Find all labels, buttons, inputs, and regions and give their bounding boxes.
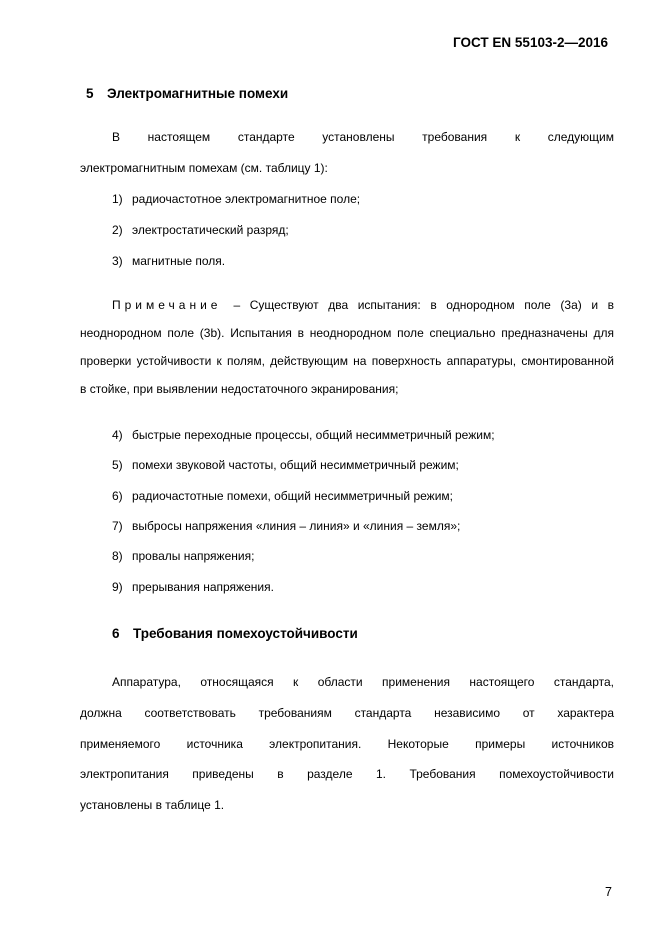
section-6-para-line-2: должна соответствовать требованиям стандарта независимо от характера bbox=[80, 706, 614, 720]
section-6-para-line-1: Аппаратура, относящаяся к области применения настоящего стандарта, bbox=[112, 675, 614, 689]
list-item: 1) радиочастотное электромагнитное поле; bbox=[112, 192, 361, 206]
page-number: 7 bbox=[605, 885, 612, 899]
section-5-intro-line-2: электромагнитным помехам (см. таблицу 1): bbox=[80, 161, 328, 175]
list-item: 6) радиочастотные помехи, общий несимметричный режим; bbox=[112, 489, 453, 503]
note-line-4: в стойке, при выявлении недостаточного экранирования; bbox=[80, 382, 399, 396]
section-5-intro-line-1: В настоящем стандарте установлены требования к следующим bbox=[112, 130, 614, 144]
section-5-number: 5 bbox=[86, 86, 94, 101]
note-line-3: проверки устойчивости к полям, действующим на поверхность аппаратуры, смонтированной bbox=[80, 354, 614, 368]
list-item: 3) магнитные поля. bbox=[112, 254, 226, 268]
note-line-2: неоднородном поле (3b). Испытания в неоднородном поле специально предназначены для bbox=[80, 326, 614, 340]
list-item: 7) выбросы напряжения «линия – линия» и «линия – земля»; bbox=[112, 519, 461, 533]
section-6-para-line-4: электропитания приведены в разделе 1. Требования помехоустойчивости bbox=[80, 767, 614, 781]
note-text-1: – Существуют два испытания: в однородном поле (3a) и в bbox=[233, 298, 614, 312]
list-item: 5) помехи звуковой частоты, общий несимметричный режим; bbox=[112, 458, 459, 472]
list-item: 2) электростатический разряд; bbox=[112, 223, 289, 237]
list-item: 8) провалы напряжения; bbox=[112, 549, 255, 563]
section-6-number: 6 bbox=[112, 626, 120, 641]
section-5-title: Электромагнитные помехи bbox=[107, 86, 289, 101]
section-6-para-line-5: установлены в таблице 1. bbox=[80, 798, 225, 812]
section-5-heading bbox=[86, 86, 288, 101]
list-item: 9) прерывания напряжения. bbox=[112, 580, 274, 594]
document-code: ГОСТ EN 55103-2—2016 bbox=[453, 35, 608, 50]
note-label: Примечание bbox=[112, 298, 222, 312]
section-6-para-line-3: применяемого источника электропитания. Некоторые примеры источников bbox=[80, 737, 614, 751]
section-6-heading bbox=[112, 626, 358, 641]
note-line-1 bbox=[112, 298, 614, 312]
section-6-title: Требования помехоустойчивости bbox=[133, 626, 358, 641]
list-item: 4) быстрые переходные процессы, общий несимметричный режим; bbox=[112, 428, 495, 442]
